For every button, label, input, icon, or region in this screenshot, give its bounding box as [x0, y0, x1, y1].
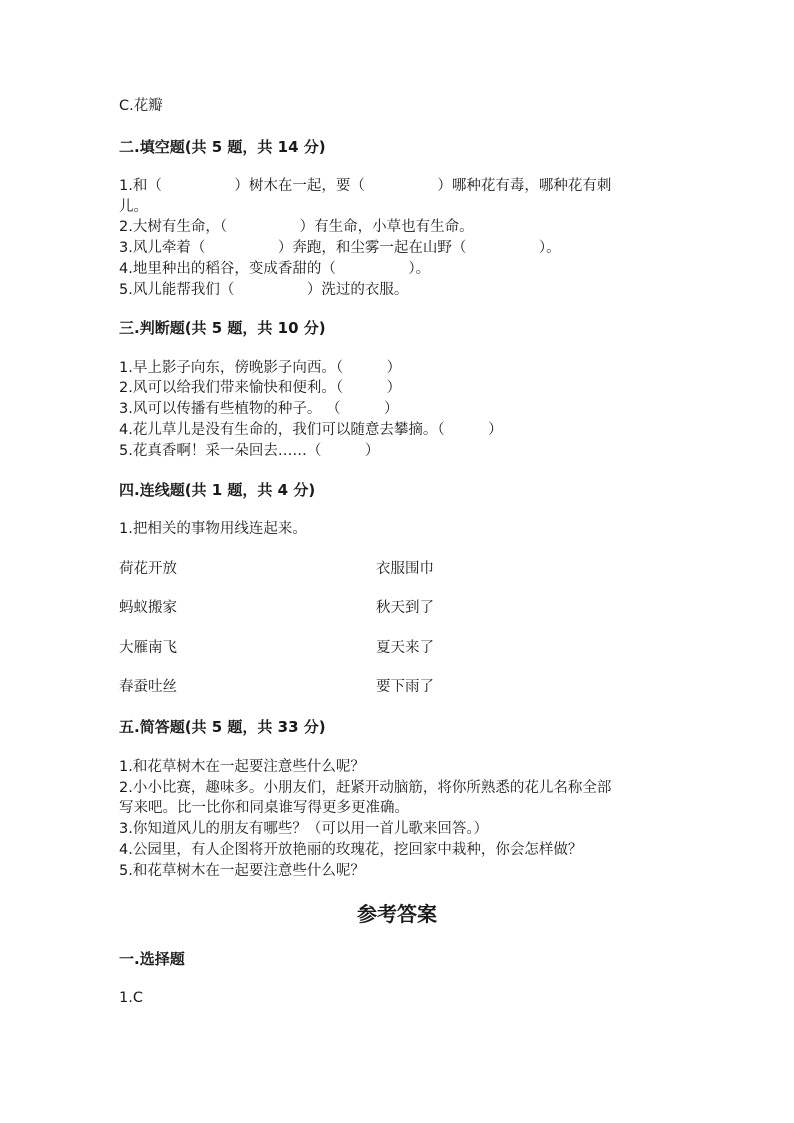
fill-question-2: 2.大树有生命，（ ）有生命，小草也有生命。: [119, 219, 474, 235]
short-answer-4: 4.公园里，有人企图将开放艳丽的玫瑰花，挖回家中栽种，你会怎样做？: [119, 842, 583, 858]
section-5-heading: 五.简答题(共 5 题，共 33 分): [119, 718, 326, 736]
judge-question-3: 3.风可以传播有些植物的种子。 （ ）: [119, 401, 399, 417]
match-left-item: 荷花开放: [119, 561, 177, 577]
option-c: C.花瓣: [119, 98, 163, 114]
section-2-heading: 二.填空题(共 5 题，共 14 分): [119, 138, 326, 156]
short-answer-5: 5.和花草树木在一起要注意些什么呢？: [119, 863, 365, 879]
match-left-item: 春蚕吐丝: [119, 679, 177, 695]
match-question: 1.把相关的事物用线连起来。: [119, 521, 307, 537]
match-left-item: 蚂蚁搬家: [119, 600, 177, 616]
short-answer-2: 2.小小比赛，趣味多。小朋友们，赶紧开动脑筋，将你所熟悉的花儿名称全部: [119, 780, 612, 796]
fill-question-3: 3.风儿牵着（ ）奔跑，和尘雾一起在山野（ ）。: [119, 240, 561, 256]
section-4-heading: 四.连线题(共 1 题，共 4 分): [119, 481, 316, 499]
fill-question-1-cont: 儿。: [119, 199, 148, 215]
short-answer-3: 3.你知道风儿的朋友有哪些？（可以用一首儿歌来回答。）: [119, 821, 489, 837]
short-answer-2-cont: 写来吧。比一比你和同桌谁写得更多更准确。: [119, 800, 409, 816]
match-right-item: 衣服围巾: [376, 561, 434, 577]
judge-question-5: 5.花真香啊！采一朵回去……（ ）: [119, 443, 380, 459]
section-3-heading: 三.判断题(共 5 题，共 10 分): [119, 319, 326, 337]
answers-title: 参考答案: [357, 902, 437, 926]
fill-question-5: 5.风儿能帮我们（ ）洗过的衣服。: [119, 282, 409, 298]
judge-question-1: 1.早上影子向东，傍晚影子向西。（ ）: [119, 360, 402, 376]
match-right-item: 夏天来了: [376, 640, 434, 656]
fill-question-4: 4.地里种出的稻谷，变成香甜的（ ）。: [119, 261, 431, 277]
answers-section-1-heading: 一.选择题: [119, 950, 185, 968]
match-right-item: 要下雨了: [376, 679, 434, 695]
answer-1: 1.C: [119, 990, 143, 1006]
match-left-item: 大雁南飞: [119, 640, 177, 656]
match-right-item: 秋天到了: [376, 600, 434, 616]
fill-question-1: 1.和（ ）树木在一起，要（ ）哪种花有毒，哪种花有刺: [119, 178, 612, 194]
short-answer-1: 1.和花草树木在一起要注意些什么呢？: [119, 759, 365, 775]
judge-question-2: 2.风可以给我们带来愉快和便利。（ ）: [119, 380, 402, 396]
judge-question-4: 4.花儿草儿是没有生命的，我们可以随意去攀摘。（ ）: [119, 422, 503, 438]
